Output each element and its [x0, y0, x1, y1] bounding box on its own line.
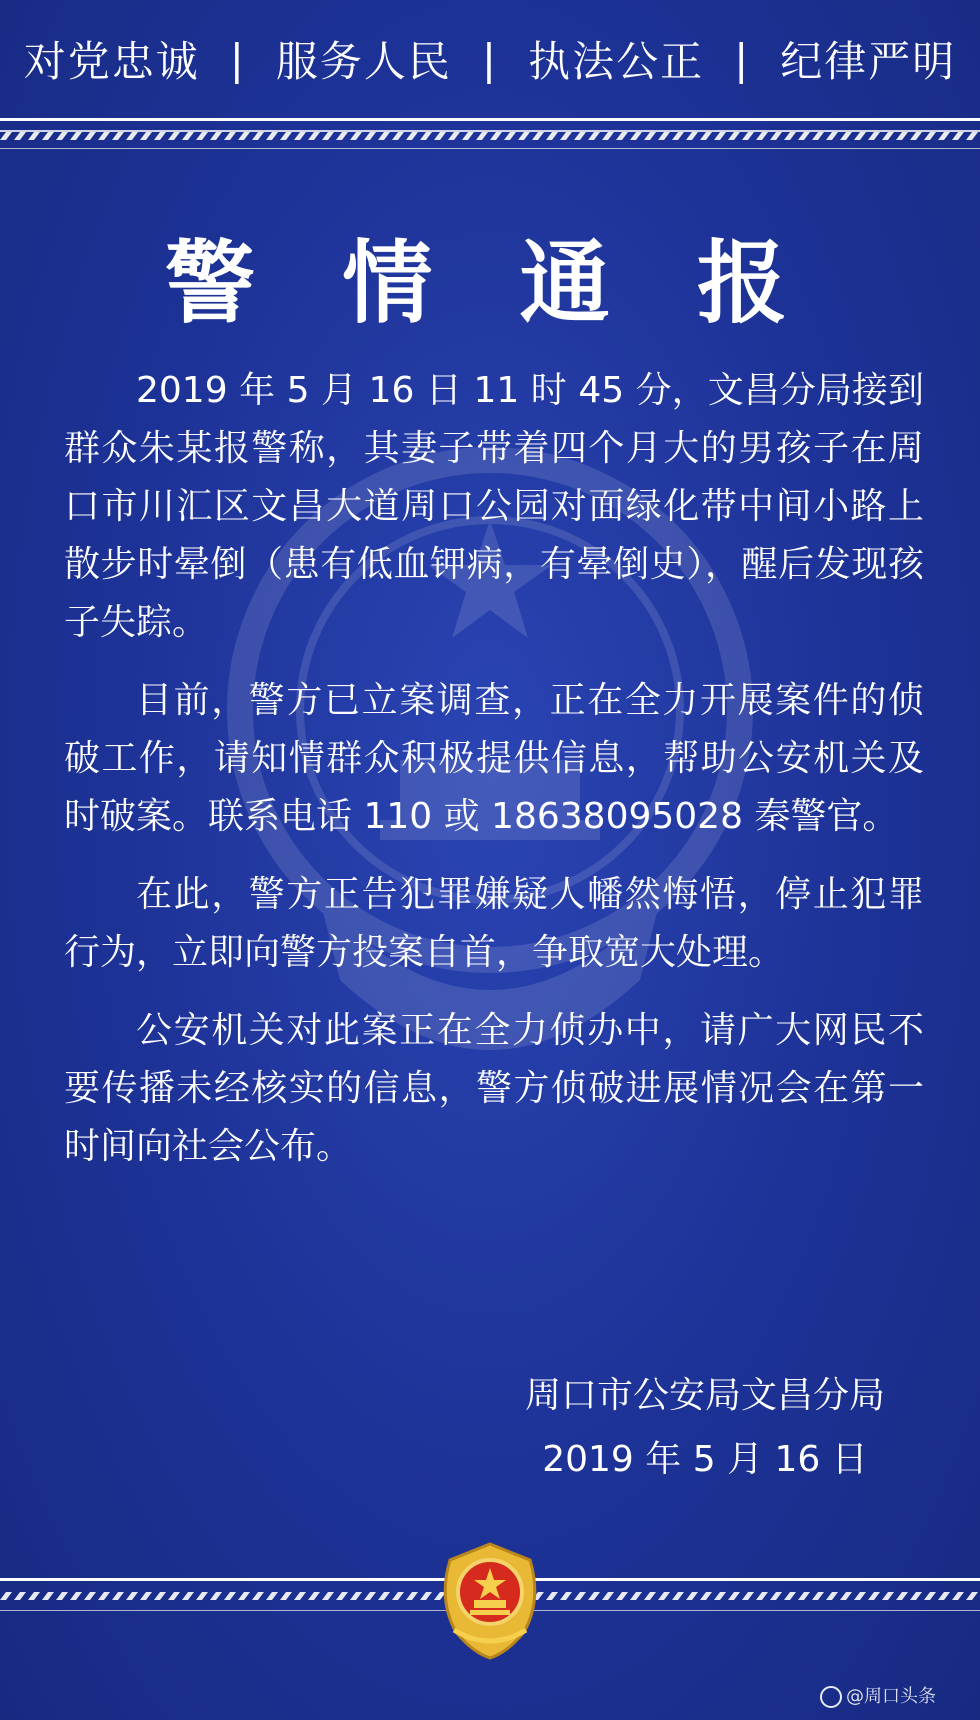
deco-dash	[840, 1592, 852, 1600]
deco-dash	[518, 132, 530, 140]
deco-dash	[210, 1592, 222, 1600]
deco-dash	[756, 132, 768, 140]
deco-dash	[686, 132, 698, 140]
deco-dash	[84, 132, 96, 140]
deco-dash	[420, 132, 432, 140]
slogan-loyalty: 对党忠诚	[23, 37, 200, 86]
deco-dash	[28, 132, 40, 140]
deco-dash	[56, 1592, 68, 1600]
deco-dash	[252, 132, 264, 140]
deco-dash	[714, 132, 726, 140]
weibo-watermark-text: @周口头条	[846, 1686, 936, 1707]
deco-dash	[14, 132, 26, 140]
deco-dash	[294, 1592, 306, 1600]
slogan-serve-people: 服务人民	[275, 37, 452, 86]
deco-dash	[56, 132, 68, 140]
deco-dash	[42, 1592, 54, 1600]
deco-dash	[560, 1592, 572, 1600]
deco-dash	[588, 132, 600, 140]
deco-dash	[896, 1592, 908, 1600]
deco-dash	[504, 132, 516, 140]
deco-dash	[280, 132, 292, 140]
police-badge-icon	[434, 1540, 546, 1660]
deco-dash	[350, 1592, 362, 1600]
deco-dash	[28, 1592, 40, 1600]
deco-dash	[826, 1592, 838, 1600]
deco-dash	[420, 1592, 432, 1600]
deco-dash	[588, 1592, 600, 1600]
deco-dash	[602, 1592, 614, 1600]
deco-dash	[14, 1592, 26, 1600]
deco-dash	[224, 132, 236, 140]
deco-dash	[280, 1592, 292, 1600]
deco-dash	[210, 132, 222, 140]
deco-dash	[672, 1592, 684, 1600]
deco-dash	[154, 132, 166, 140]
deco-dash	[644, 132, 656, 140]
deco-dash	[42, 132, 54, 140]
deco-dash	[910, 1592, 922, 1600]
deco-dash	[700, 1592, 712, 1600]
deco-dash	[532, 132, 544, 140]
deco-dash	[784, 132, 796, 140]
deco-dash	[392, 132, 404, 140]
deco-dash	[812, 132, 824, 140]
weibo-icon	[820, 1686, 842, 1708]
deco-dash	[798, 1592, 810, 1600]
top-divider	[0, 118, 980, 121]
issuer-name: 周口市公安局文昌分局	[524, 1375, 885, 1416]
deco-dash	[364, 1592, 376, 1600]
paragraph-rumor-advice: 公安机关对此案正在全力侦办中，请广大网民不要传播未经核实的信息，警方侦破进展情况会在第一时间向社会公布。	[64, 1010, 924, 1167]
deco-dash	[770, 132, 782, 140]
deco-dash	[266, 132, 278, 140]
deco-dash	[896, 132, 908, 140]
deco-dash	[728, 1592, 740, 1600]
deco-dash	[336, 1592, 348, 1600]
deco-dash	[126, 132, 138, 140]
deco-dash	[700, 132, 712, 140]
deco-dash	[98, 1592, 110, 1600]
slogan-separator: |	[734, 34, 751, 84]
deco-dash	[924, 132, 936, 140]
deco-dash	[378, 1592, 390, 1600]
deco-dash	[868, 1592, 880, 1600]
deco-dash	[882, 1592, 894, 1600]
deco-dash	[196, 132, 208, 140]
deco-dash	[602, 132, 614, 140]
deco-dash	[322, 132, 334, 140]
issue-date: 2019 年 5 月 16 日	[542, 1439, 868, 1480]
deco-dash	[560, 132, 572, 140]
slogan-discipline: 纪律严明	[780, 37, 957, 86]
deco-dash	[854, 1592, 866, 1600]
deco-dash	[238, 1592, 250, 1600]
deco-dash	[714, 1592, 726, 1600]
deco-dash	[154, 1592, 166, 1600]
notice-title: 警 情 通 报	[165, 231, 815, 336]
deco-dash	[868, 132, 880, 140]
deco-dash	[490, 132, 502, 140]
deco-dash	[126, 1592, 138, 1600]
deco-dash	[308, 132, 320, 140]
signature-block	[480, 1364, 930, 1492]
deco-dash	[672, 132, 684, 140]
deco-dash	[658, 1592, 670, 1600]
deco-dash	[938, 1592, 950, 1600]
deco-dash	[0, 132, 12, 140]
deco-dash	[196, 1592, 208, 1600]
deco-dash	[406, 1592, 418, 1600]
slogan-fair-law: 执法公正	[528, 37, 705, 86]
deco-dash	[168, 132, 180, 140]
deco-dash	[140, 132, 152, 140]
paragraph-investigation: 目前，警方已立案调查，正在全力开展案件的侦破工作，请知情群众积极提供信息，帮助公安机关及时破案。联系电话 110 或 18638095028 秦警官。	[64, 680, 924, 837]
deco-dash	[742, 1592, 754, 1600]
deco-dash	[70, 132, 82, 140]
deco-dash	[966, 132, 978, 140]
deco-dash	[840, 132, 852, 140]
deco-dash	[70, 1592, 82, 1600]
deco-dash	[546, 1592, 558, 1600]
paragraph-warning: 在此，警方正告犯罪嫌疑人幡然悔悟，停止犯罪行为，立即向警方投案自首，争取宽大处理。	[64, 874, 924, 973]
deco-dash	[294, 132, 306, 140]
deco-dash	[546, 132, 558, 140]
deco-dash	[630, 132, 642, 140]
deco-dash	[728, 132, 740, 140]
deco-dash	[644, 1592, 656, 1600]
deco-dash	[336, 132, 348, 140]
deco-dash	[910, 132, 922, 140]
top-dash-pattern	[0, 128, 980, 142]
deco-dash	[952, 132, 964, 140]
deco-dash	[322, 1592, 334, 1600]
deco-dash	[784, 1592, 796, 1600]
deco-dash	[882, 132, 894, 140]
top-thin-divider	[0, 148, 980, 149]
deco-dash	[756, 1592, 768, 1600]
deco-dash	[224, 1592, 236, 1600]
deco-dash	[630, 1592, 642, 1600]
deco-dash	[182, 1592, 194, 1600]
weibo-watermark	[820, 1682, 980, 1718]
deco-dash	[952, 1592, 964, 1600]
deco-dash	[168, 1592, 180, 1600]
deco-dash	[378, 132, 390, 140]
deco-dash	[84, 1592, 96, 1600]
deco-dash	[252, 1592, 264, 1600]
deco-dash	[364, 132, 376, 140]
deco-dash	[476, 132, 488, 140]
deco-dash	[616, 1592, 628, 1600]
deco-dash	[0, 1592, 12, 1600]
deco-dash	[770, 1592, 782, 1600]
deco-dash	[140, 1592, 152, 1600]
deco-dash	[434, 132, 446, 140]
deco-dash	[238, 132, 250, 140]
deco-dash	[854, 132, 866, 140]
deco-dash	[658, 132, 670, 140]
deco-dash	[812, 1592, 824, 1600]
deco-dash	[266, 1592, 278, 1600]
deco-dash	[448, 132, 460, 140]
deco-dash	[616, 132, 628, 140]
deco-dash	[742, 132, 754, 140]
deco-dash	[924, 1592, 936, 1600]
deco-dash	[308, 1592, 320, 1600]
deco-dash	[182, 132, 194, 140]
deco-dash	[392, 1592, 404, 1600]
deco-dash	[826, 132, 838, 140]
paragraph-incident: 2019 年 5 月 16 日 11 时 45 分，文昌分局接到群众朱某报警称，其妻子带着四个月大的男孩子在周口市川汇区文昌大道周口公园对面绿化带中间小路上散步时晕倒（患有低血钾病，有晕倒史），醒后发现孩子失踪。	[64, 370, 924, 643]
deco-dash	[98, 132, 110, 140]
deco-dash	[462, 132, 474, 140]
deco-dash	[938, 132, 950, 140]
deco-dash	[406, 132, 418, 140]
deco-dash	[350, 132, 362, 140]
notice-body	[64, 362, 924, 1196]
deco-dash	[574, 132, 586, 140]
deco-dash	[686, 1592, 698, 1600]
slogan-separator: |	[229, 34, 246, 84]
deco-dash	[966, 1592, 978, 1600]
slogan-separator: |	[481, 34, 499, 84]
deco-dash	[112, 1592, 124, 1600]
slogan-bar	[0, 0, 980, 118]
deco-dash	[798, 132, 810, 140]
deco-dash	[112, 132, 124, 140]
deco-dash	[574, 1592, 586, 1600]
